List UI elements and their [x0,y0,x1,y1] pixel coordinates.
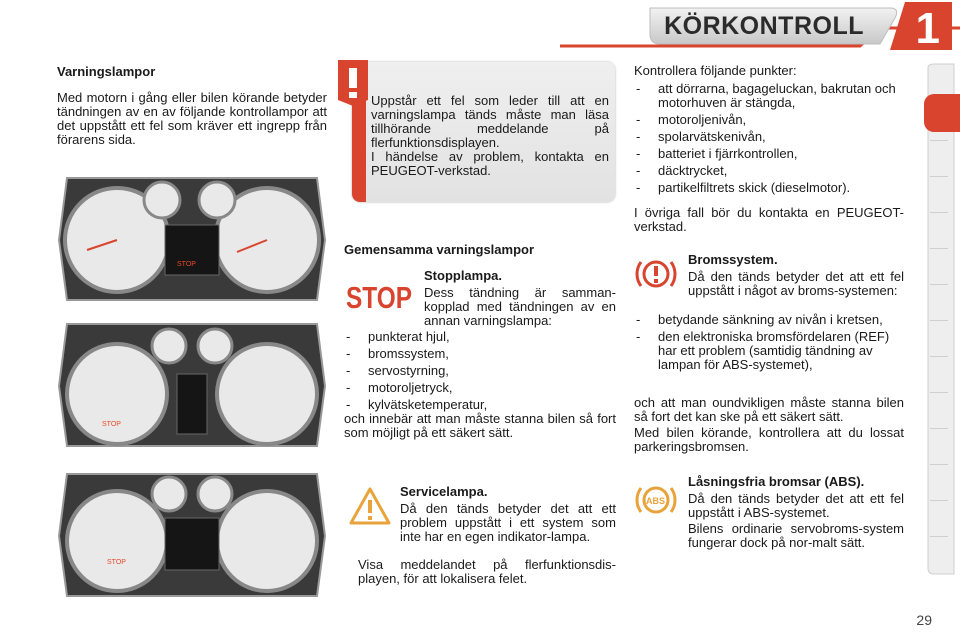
chapter-tab[interactable] [930,176,948,177]
dashboard-stop-label: STOP [102,421,121,428]
chapter-tab[interactable] [930,464,948,465]
abs-desc: Då den tänds betyder det att ett fel uppstått i ABS-systemet. [688,491,904,520]
brake-system-title: Bromssystem. [688,252,778,267]
check-list [634,82,904,198]
warning-text-1: Uppstår ett fel som leder till att en varningslampa tänds måste man läsa tillhörande meddelande på flerfunktionsdisplayen. [371,93,609,150]
service-lamp-title: Servicelampa. [400,484,488,499]
stop-lamp-desc: Dess tändning är samman-kopplad med tändningen av en annan varningslampa: [424,285,616,328]
check-intro: Kontrollera följande punkter: [634,63,797,78]
chapter-tab[interactable] [930,284,948,285]
chapter-tab[interactable] [930,320,948,321]
chapter-tab[interactable] [930,500,948,501]
dashboard-image-3 [57,466,327,604]
service-lamp-desc: Då den tänds betyder det att ett problem uppstått i ett system som inte har en egen indikator-lampa. [400,501,616,544]
list-item: - partikelfiltrets skick (dieselmotor). [634,181,904,195]
chapter-tab[interactable] [930,536,948,537]
list-item: - däcktrycket, [634,164,904,178]
exclamation-icon [336,60,370,108]
section-heading-common-lamps: Gemensamma varningslampor [344,242,535,257]
chapter-tab[interactable] [930,428,948,429]
abs-warning-icon [634,480,678,520]
list-item: - servostyrning, [344,364,616,378]
brake-warning-icon [634,254,678,294]
list-item: - kylvätsketemperatur, [344,398,616,412]
dashboard-stop-label: STOP [107,559,126,566]
chapter-tab-active[interactable] [924,94,960,132]
brake-outro-1: och att man oundvikligen måste stanna bilen så fort det kan ske på ett säkert sätt. [634,395,904,424]
abs-desc-2: Bilens ordinarie servobroms-system fungerar dock på nor-malt sätt. [688,521,904,550]
chapter-tab[interactable] [930,212,948,213]
list-item: - motoroljetryck, [344,381,616,395]
dashboard-image-1 [57,170,327,308]
brake-outro-2: Med bilen körande, kontrollera att du lossat parkeringsbromsen. [634,425,904,454]
dashboard-stop-label: STOP [177,261,196,268]
chapter-tab[interactable] [930,356,948,357]
abs-title: Låsningsfria bromsar (ABS). [688,474,865,489]
list-item: - spolarvätskenivån, [634,130,904,144]
list-item: - betydande sänkning av nivån i kretsen, [634,313,904,327]
chapter-tab[interactable] [930,392,948,393]
list-item: - punkterat hjul, [344,330,616,344]
svg-text:ABS: ABS [646,496,666,506]
brake-list [634,313,904,375]
stop-lamp-title: Stopplampa. [424,268,503,283]
intro-text: Med motorn i gång eller bilen körande betyder tändningen av en av följande kontrollampor att det uppstått ett fel som kräver ett ingrepp från förarens sida. [57,90,327,147]
list-item: - batteriet i fjärrkontrollen, [634,147,904,161]
chapter-tab[interactable] [930,140,948,141]
list-item: - att dörrarna, bagageluckan, bakrutan och motorhuven är stängda, [634,82,904,110]
warning-text-2: I händelse av problem, kontakta en PEUGEOT-verkstad. [371,149,609,178]
list-item: - den elektroniska bromsfördelaren (REF) har ett problem (samtidig tändning av lampan för ABS-systemet), [634,330,904,372]
check-outro: I övriga fall bör du kontakta en PEUGEOT-verkstad. [634,205,904,234]
svg-text:STOP: STOP [346,280,412,315]
page-number: 29 [916,612,932,628]
dashboard-image-2 [57,316,327,454]
stop-lamp-outro: och innebär att man måste stanna bilen så fort som möjligt på ett säkert sätt. [344,411,616,440]
stop-icon [344,278,414,314]
service-warning-icon [348,486,392,526]
page-title: KÖRKONTROLL [664,12,864,40]
list-item: - bromssystem, [344,347,616,361]
brake-system-desc: Då den tänds betyder det att ett fel uppstått i något av broms-systemen: [688,269,904,298]
list-item: - motoroljenivån, [634,113,904,127]
service-lamp-outro: Visa meddelandet på flerfunktionsdis-playen, för att lokalisera felet. [358,557,616,586]
section-heading-warning-lamps: Varningslampor [57,64,156,79]
stop-lamp-list [344,330,616,415]
chapter-tab[interactable] [930,248,948,249]
chapter-number: 1 [915,4,940,53]
